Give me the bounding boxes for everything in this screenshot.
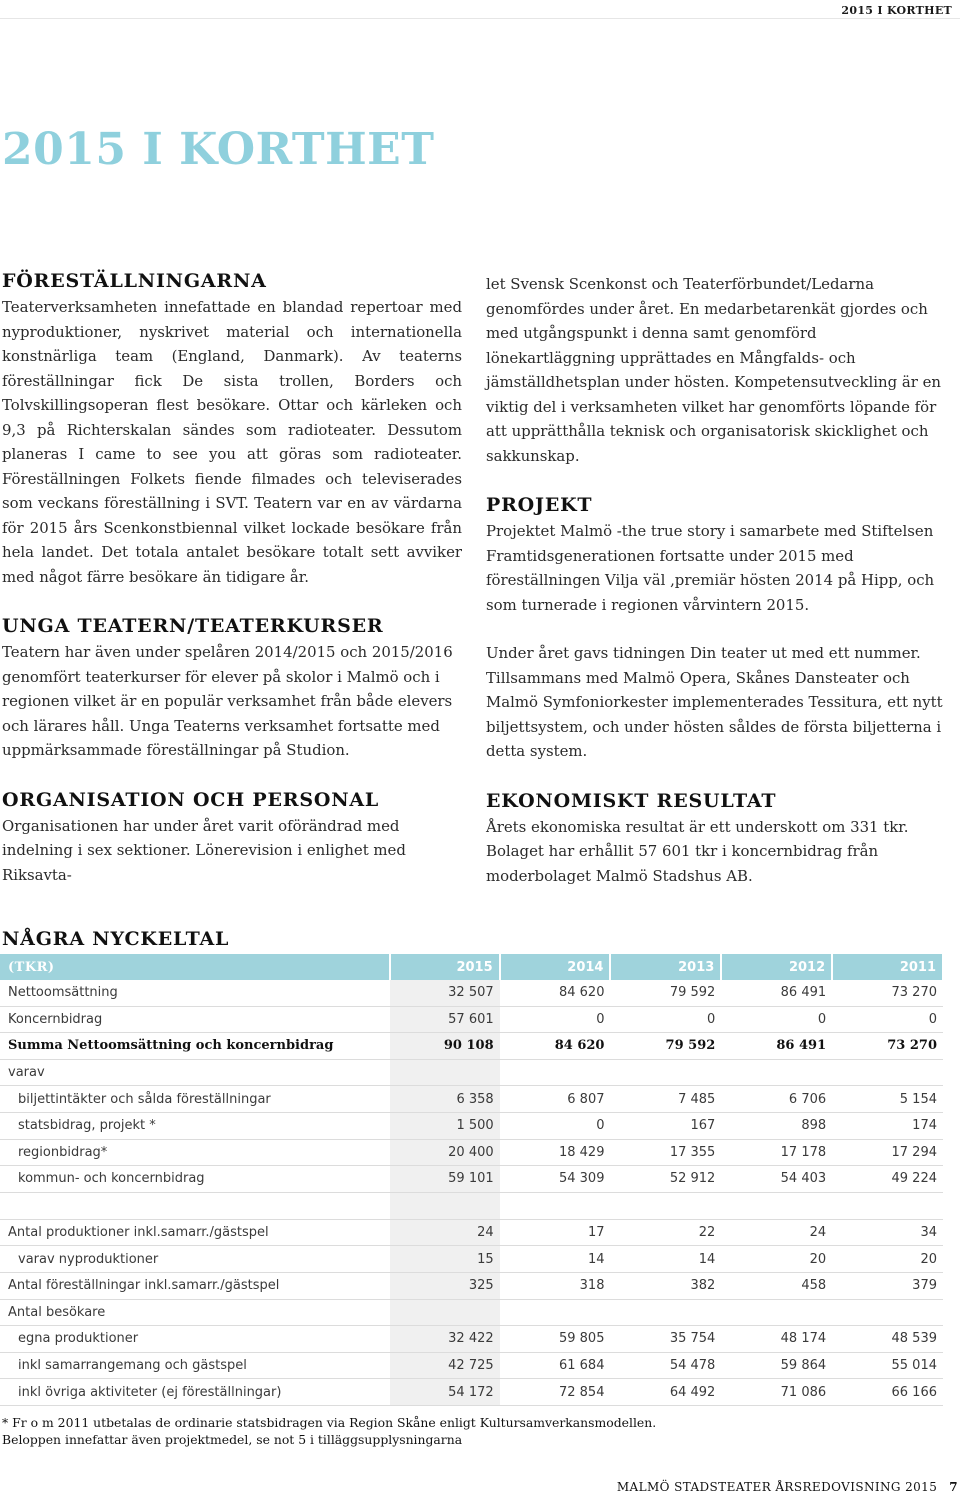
cell-2015: 6 358 — [390, 1086, 500, 1113]
cell-2014: 84 620 — [500, 980, 611, 1006]
section-text-projekt: Projektet Malmö -the true story i samarbete med Stiftelsen Framtidsgenerationen fortsatte under 2015 med föreställningen Vilja väl ,premiär hösten 2014 på Hipp, och som turnerade i regionen vårvintern 2015. — [486, 522, 935, 614]
cell-2011 — [832, 1299, 943, 1326]
header-unit: (TKR) — [0, 954, 390, 980]
cell-2011: 55 014 — [832, 1352, 943, 1379]
row-label: kommun- och koncernbidrag — [0, 1166, 390, 1193]
cell-2015 — [390, 1299, 500, 1326]
header-year-2015: 2015 — [390, 954, 500, 980]
cell-2015: 20 400 — [390, 1139, 500, 1166]
table-row — [0, 1139, 943, 1166]
cell-2012: 17 178 — [721, 1139, 832, 1166]
row-label: regionbidrag* — [0, 1139, 390, 1166]
cell-2014: 0 — [500, 1112, 611, 1139]
cell-2013: 22 — [610, 1219, 721, 1246]
page-footer — [617, 1480, 958, 1494]
cell-2013: 35 754 — [610, 1326, 721, 1353]
row-label: inkl övriga aktiviteter (ej föreställningar) — [0, 1379, 390, 1406]
cell-2014: 84 620 — [500, 1033, 611, 1060]
section-heading-organisation: ORGANISATION OCH PERSONAL — [2, 788, 380, 811]
cell-2013: 0 — [610, 1006, 721, 1033]
cell-2012 — [721, 1192, 832, 1219]
cell-2011: 174 — [832, 1112, 943, 1139]
cell-2011: 379 — [832, 1272, 943, 1299]
section-heading-unga-teatern: UNGA TEATERN/TEATERKURSER — [2, 615, 384, 637]
row-label: Koncernbidrag — [0, 1006, 390, 1033]
section-text-projekt-2: Under året gavs tidningen Din teater ut med ett nummer. Tillsammans med Malmö Opera, Skånes Dansteater och Malmö Symfoniorkester implementerades Tessitura, ett nytt biljettsystem, och under hösten såldes de första biljetterna i detta system. — [486, 644, 943, 760]
table-row — [0, 1326, 943, 1353]
header-rule — [0, 18, 960, 19]
cell-2014: 318 — [500, 1272, 611, 1299]
header-year-2012: 2012 — [721, 954, 832, 980]
table-row — [0, 1246, 943, 1273]
cell-2011 — [832, 1192, 943, 1219]
cell-2013: 382 — [610, 1272, 721, 1299]
header-year-2013: 2013 — [610, 954, 721, 980]
cell-2013: 79 592 — [610, 980, 721, 1006]
table-row — [0, 1299, 943, 1326]
cell-2014: 0 — [500, 1006, 611, 1033]
section-heading-ekonomi: EKONOMISKT RESULTAT — [486, 789, 777, 812]
cell-2015: 90 108 — [390, 1033, 500, 1060]
cell-2012: 48 174 — [721, 1326, 832, 1353]
cell-2013: 52 912 — [610, 1166, 721, 1193]
cell-2011: 20 — [832, 1246, 943, 1273]
cell-2015: 24 — [390, 1219, 500, 1246]
cell-2012: 86 491 — [721, 980, 832, 1006]
table-row — [0, 1086, 943, 1113]
row-label: egna produktioner — [0, 1326, 390, 1353]
header-year-2011: 2011 — [832, 954, 943, 980]
row-label: Antal besökare — [0, 1299, 390, 1326]
cell-2015: 42 725 — [390, 1352, 500, 1379]
table-row — [0, 1352, 943, 1379]
cell-2014 — [500, 1192, 611, 1219]
section-text-unga-teatern: Teatern har även under spelåren 2014/2015 och 2015/2016 genomfört teaterkurser för elever på skolor i Malmö och i regionen vilket är en populär verksamhet från både elevers och lärares håll. Unga Teaterns verksamhet fortsatte med uppmärksammade föreställningar på Studion. — [2, 643, 453, 759]
table-row — [0, 1033, 943, 1060]
cell-2014: 72 854 — [500, 1379, 611, 1406]
row-label: Nettoomsättning — [0, 980, 390, 1006]
cell-2013 — [610, 1059, 721, 1086]
cell-2015: 57 601 — [390, 1006, 500, 1033]
table-row — [0, 1219, 943, 1246]
footnote-2: Beloppen innefattar även projektmedel, se not 5 i tilläggsupplysningarna — [2, 1432, 463, 1447]
table-row — [0, 1006, 943, 1033]
cell-2012: 20 — [721, 1246, 832, 1273]
cell-2015: 325 — [390, 1272, 500, 1299]
cell-2011: 73 270 — [832, 1033, 943, 1060]
row-label: Summa Nettoomsättning och koncernbidrag — [0, 1033, 390, 1060]
cell-2014: 17 — [500, 1219, 611, 1246]
footnotes — [2, 1414, 656, 1448]
cell-2013: 17 355 — [610, 1139, 721, 1166]
section-text-ekonomi: Årets ekonomiska resultat är ett underskott om 331 tkr. Bolaget har erhållit 57 601 tkr i koncernbidrag från moderbolaget Malmö Stadshus AB. — [486, 817, 909, 885]
cell-2012: 6 706 — [721, 1086, 832, 1113]
section-heading-forestallningarna: FÖRESTÄLLNINGARNA — [2, 270, 267, 292]
key-figures-section — [0, 928, 944, 1406]
table-row — [0, 1112, 943, 1139]
left-column — [2, 270, 462, 887]
footnote-1: * Fr o m 2011 utbetalas de ordinarie statsbidragen via Region Skåne enligt Kultursamverkansmodellen. — [2, 1415, 657, 1430]
cell-2013: 167 — [610, 1112, 721, 1139]
row-label: inkl samarrangemang och gästspel — [0, 1352, 390, 1379]
table-row — [0, 1166, 943, 1193]
row-label: varav nyproduktioner — [0, 1246, 390, 1273]
cell-2011: 49 224 — [832, 1166, 943, 1193]
cell-2012: 86 491 — [721, 1033, 832, 1060]
table-title: NÅGRA NYCKELTAL — [2, 928, 230, 950]
table-row — [0, 1272, 943, 1299]
cell-2014: 14 — [500, 1246, 611, 1273]
row-label: Antal produktioner inkl.samarr./gästspel — [0, 1219, 390, 1246]
section-text-organisation: Organisationen har under året varit oförändrad med indelning i sex sektioner. Lönerevision i enlighet med Riksavta- — [2, 816, 406, 884]
key-figures-table — [0, 954, 944, 1406]
cell-2011: 48 539 — [832, 1326, 943, 1353]
table-row — [0, 1059, 943, 1086]
page-number: 7 — [949, 1480, 958, 1494]
section-heading-projekt: PROJEKT — [486, 494, 593, 516]
cell-2015: 1 500 — [390, 1112, 500, 1139]
cell-2013: 7 485 — [610, 1086, 721, 1113]
cell-2013: 79 592 — [610, 1033, 721, 1060]
row-label: biljettintäkter och sålda föreställningar — [0, 1086, 390, 1113]
cell-2014: 6 807 — [500, 1086, 611, 1113]
section-text-forestallningarna: Teaterverksamheten innefattade en blandad repertoar med nyproduktioner, nyskrivet material och internationella konstnärliga team (England, Danmark). Av teaterns föreställningar fick De sista trollen, Borders och Tolvskillingsoperan flest besökare. Ottar och kärleken och 9,3 på Richterskalan sändes som radioteater. Dessutom planeras I came to see you att göras som radioteater. Föreställningen Folkets fiende filmades och televiserades som veckans föreställning i SVT. Teatern var en av värdarna för 2015 års Scenkonstbiennal vilket lockade besökare från hela landet. Det totala antalet besökare totalt sett avviker med något färre besökare än tidigare år. — [2, 298, 462, 586]
cell-2014: 61 684 — [500, 1352, 611, 1379]
table-row — [0, 1379, 943, 1406]
row-label: statsbidrag, projekt * — [0, 1112, 390, 1139]
cell-2015: 32 422 — [390, 1326, 500, 1353]
cell-2012: 71 086 — [721, 1379, 832, 1406]
page-title: 2015 I KORTHET — [2, 124, 435, 175]
cell-2011: 34 — [832, 1219, 943, 1246]
cell-2015: 32 507 — [390, 980, 500, 1006]
header-year-2014: 2014 — [500, 954, 611, 980]
cell-2014: 54 309 — [500, 1166, 611, 1193]
table-row — [0, 1192, 943, 1219]
cell-2012: 0 — [721, 1006, 832, 1033]
cell-2015: 15 — [390, 1246, 500, 1273]
table-row — [0, 980, 943, 1006]
cell-2011: 73 270 — [832, 980, 943, 1006]
cell-2015 — [390, 1059, 500, 1086]
cell-2012: 59 864 — [721, 1352, 832, 1379]
cell-2012 — [721, 1059, 832, 1086]
cell-2013 — [610, 1192, 721, 1219]
cell-2012: 458 — [721, 1272, 832, 1299]
cell-2015 — [390, 1192, 500, 1219]
cell-2014: 59 805 — [500, 1326, 611, 1353]
cell-2013: 14 — [610, 1246, 721, 1273]
cell-2012: 24 — [721, 1219, 832, 1246]
row-label: Antal föreställningar inkl.samarr./gästspel — [0, 1272, 390, 1299]
cell-2014: 18 429 — [500, 1139, 611, 1166]
cell-2011: 0 — [832, 1006, 943, 1033]
row-label: varav — [0, 1059, 390, 1086]
right-column — [486, 272, 946, 888]
table-header-row — [0, 954, 943, 980]
footer-text: MALMÖ STADSTEATER ÅRSREDOVISNING 2015 — [616, 1480, 938, 1494]
row-label — [0, 1192, 390, 1219]
cell-2014 — [500, 1299, 611, 1326]
cell-2011: 17 294 — [832, 1139, 943, 1166]
organisation-continuation-text: let Svensk Scenkonst och Teaterförbundet/Ledarna genomfördes under året. En medarbetarenkät gjordes och med utgångspunkt i denna samt genomförd lönekartläggning upprättades en Mångfalds- och jämställdhetsplan under hösten. Kompetensutveckling är en viktig del i verksamheten vilket har genomförts löpande för att upprätthålla teknisk och organisatorisk skicklighet och sakkunskap. — [486, 275, 941, 465]
cell-2015: 54 172 — [390, 1379, 500, 1406]
cell-2011: 66 166 — [832, 1379, 943, 1406]
table-body — [0, 980, 943, 1405]
cell-2012 — [721, 1299, 832, 1326]
running-header: 2015 I KORTHET — [841, 4, 952, 17]
cell-2013: 54 478 — [610, 1352, 721, 1379]
cell-2013 — [610, 1299, 721, 1326]
cell-2012: 898 — [721, 1112, 832, 1139]
cell-2015: 59 101 — [390, 1166, 500, 1193]
cell-2012: 54 403 — [721, 1166, 832, 1193]
cell-2011: 5 154 — [832, 1086, 943, 1113]
cell-2013: 64 492 — [610, 1379, 721, 1406]
cell-2011 — [832, 1059, 943, 1086]
cell-2014 — [500, 1059, 611, 1086]
